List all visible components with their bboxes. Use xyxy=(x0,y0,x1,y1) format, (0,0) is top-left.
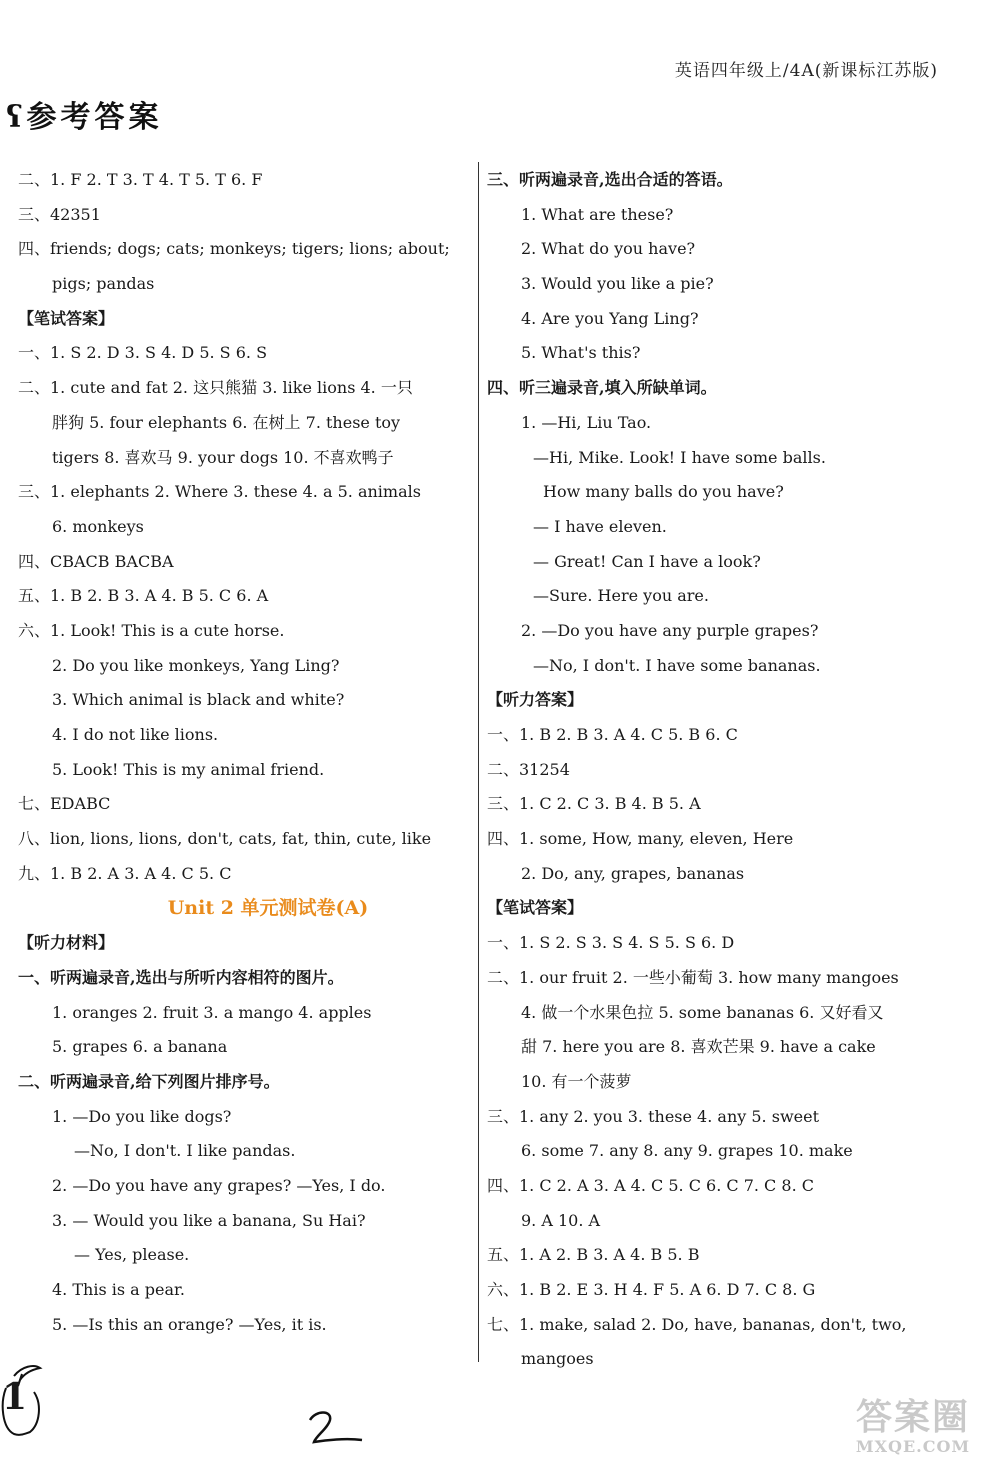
right-column xyxy=(487,163,947,1377)
answer-line: 4. 做一个水果色拉 5. some bananas 6. 又好看又 xyxy=(521,1002,884,1022)
answer-line: 2. Do you like monkeys, Yang Ling? xyxy=(52,655,340,675)
answer-line: 6. some 7. any 8. any 9. grapes 10. make xyxy=(521,1141,853,1161)
page-title-text: 参考答案 xyxy=(26,100,163,135)
answer-line: How many balls do you have? xyxy=(543,482,784,502)
answer-line: 四、friends; dogs; cats; monkeys; tigers; lions; about; xyxy=(18,239,450,259)
section-heading: 【听力材料】 xyxy=(18,933,115,953)
answer-line: — I have eleven. xyxy=(533,516,667,536)
answer-line: 1. oranges 2. fruit 3. a mango 4. apples xyxy=(52,1002,372,1022)
answer-line: —No, I don't. I have some bananas. xyxy=(533,655,821,675)
answer-line: 一、1. S 2. D 3. S 4. D 5. S 6. S xyxy=(18,343,268,363)
answer-line: 五、1. B 2. B 3. A 4. B 5. C 6. A xyxy=(18,586,269,606)
answer-line: 七、1. make, salad 2. Do, have, bananas, don't, two, xyxy=(487,1314,907,1334)
answer-line: tigers 8. 喜欢马 9. your dogs 10. 不喜欢鸭子 xyxy=(52,447,394,467)
answer-line: 5. grapes 6. a banana xyxy=(52,1037,228,1057)
answer-line: 二、31254 xyxy=(487,759,570,779)
watermark-logo xyxy=(838,1397,988,1463)
answer-line: 胖狗 5. four elephants 6. 在树上 7. these toy xyxy=(52,412,401,432)
watermark-url: MXQE.COM xyxy=(855,1437,971,1456)
section-heading: 【听力答案】 xyxy=(487,690,584,710)
answer-line: 4. I do not like lions. xyxy=(52,725,219,744)
answer-line: 四、1. some, How, many, eleven, Here xyxy=(487,829,794,849)
section-heading: 【笔试答案】 xyxy=(18,308,115,328)
handwritten-mark xyxy=(306,1410,366,1450)
answer-line: 三、1. elephants 2. Where 3. these 4. a 5. animals xyxy=(18,482,421,502)
answer-line: 二、1. F 2. T 3. T 4. T 5. T 6. F xyxy=(18,170,263,189)
answer-line: —No, I don't. I like pandas. xyxy=(74,1141,296,1161)
answer-line: mangoes xyxy=(521,1349,594,1369)
answer-line: 四、1. C 2. A 3. A 4. C 5. C 6. C 7. C 8. C xyxy=(487,1175,814,1195)
answer-line: 6. monkeys xyxy=(52,516,144,536)
answer-line: 五、1. A 2. B 3. A 4. B 5. B xyxy=(487,1245,700,1265)
answer-line: 5. —Is this an orange? —Yes, it is. xyxy=(52,1314,327,1334)
answer-line: —Hi, Mike. Look! I have some balls. xyxy=(533,447,826,467)
answer-line: 4. This is a pear. xyxy=(52,1280,186,1299)
answer-line: pigs; pandas xyxy=(52,274,155,294)
title-flourish-icon: ʕ xyxy=(6,100,27,135)
answer-line: 三、42351 xyxy=(18,204,101,224)
answer-line: 4. Are you Yang Ling? xyxy=(521,308,699,328)
answer-line: 1. What are these? xyxy=(521,204,674,224)
section-heading: 二、听两遍录音,给下列图片排序号。 xyxy=(18,1071,280,1091)
answer-line: 10. 有一个菠萝 xyxy=(521,1071,632,1091)
answer-line: 1. —Do you like dogs? xyxy=(52,1106,232,1126)
answer-line: 2. —Do you have any grapes? —Yes, I do. xyxy=(52,1175,386,1195)
section-heading: 一、听两遍录音,选出与所听内容相符的图片。 xyxy=(18,967,344,987)
answer-line: 3. Which animal is black and white? xyxy=(52,690,345,710)
answer-line: 六、1. B 2. E 3. H 4. F 5. A 6. D 7. C 8. G xyxy=(487,1280,816,1299)
answer-line: 5. Look! This is my animal friend. xyxy=(52,759,325,779)
answer-line: 一、1. B 2. B 3. A 4. C 5. B 6. C xyxy=(487,725,738,744)
answer-line: —Sure. Here you are. xyxy=(533,586,709,606)
section-heading: 三、听两遍录音,选出合适的答语。 xyxy=(487,170,733,189)
section-heading: 四、听三遍录音,填入所缺单词。 xyxy=(487,378,717,398)
answer-line: 一、1. S 2. S 3. S 4. S 5. S 6. D xyxy=(487,933,735,953)
answer-line: 三、1. any 2. you 3. these 4. any 5. sweet xyxy=(487,1106,820,1126)
running-header: 英语四年级上/4A(新课标江苏版) xyxy=(674,61,938,81)
answer-line: 七、EDABC xyxy=(18,794,111,814)
answer-line: 九、1. B 2. A 3. A 4. C 5. C xyxy=(18,863,232,883)
answer-line: — Yes, please. xyxy=(74,1245,190,1265)
answer-line: 2. What do you have? xyxy=(521,239,696,259)
answer-line: 三、1. C 2. C 3. B 4. B 5. A xyxy=(487,794,701,814)
watermark-text: 答案圈 xyxy=(855,1396,970,1438)
answer-line: 二、1. cute and fat 2. 这只熊猫 3. like lions 4. 一只 xyxy=(18,378,413,398)
unit-heading: Unit 2 单元测试卷(A) xyxy=(167,897,369,920)
answer-line: 1. —Hi, Liu Tao. xyxy=(521,412,652,432)
answer-line: 二、1. our fruit 2. 一些小葡萄 3. how many mangoes xyxy=(487,967,899,987)
answer-line: 六、1. Look! This is a cute horse. xyxy=(18,620,285,640)
answer-line: 9. A 10. A xyxy=(521,1210,601,1230)
page-number: 1 xyxy=(2,1376,28,1418)
page-title xyxy=(6,92,163,136)
answer-line: 八、lion, lions, lions, don't, cats, fat, thin, cute, like xyxy=(18,829,432,849)
left-column xyxy=(18,163,468,1342)
answer-line: 5. What's this? xyxy=(521,343,641,363)
answer-line: — Great! Can I have a look? xyxy=(533,551,761,571)
answer-line: 2. —Do you have any purple grapes? xyxy=(521,620,819,640)
column-divider xyxy=(478,162,479,1362)
answer-line: 甜 7. here you are 8. 喜欢芒果 9. have a cake xyxy=(521,1037,876,1057)
answer-line: 3. — Would you like a banana, Su Hai? xyxy=(52,1210,366,1230)
answer-line: 2. Do, any, grapes, bananas xyxy=(521,863,745,883)
answer-line: 3. Would you like a pie? xyxy=(521,274,714,294)
section-heading: 【笔试答案】 xyxy=(487,898,584,918)
answer-line: 四、CBACB BACBA xyxy=(18,551,174,571)
